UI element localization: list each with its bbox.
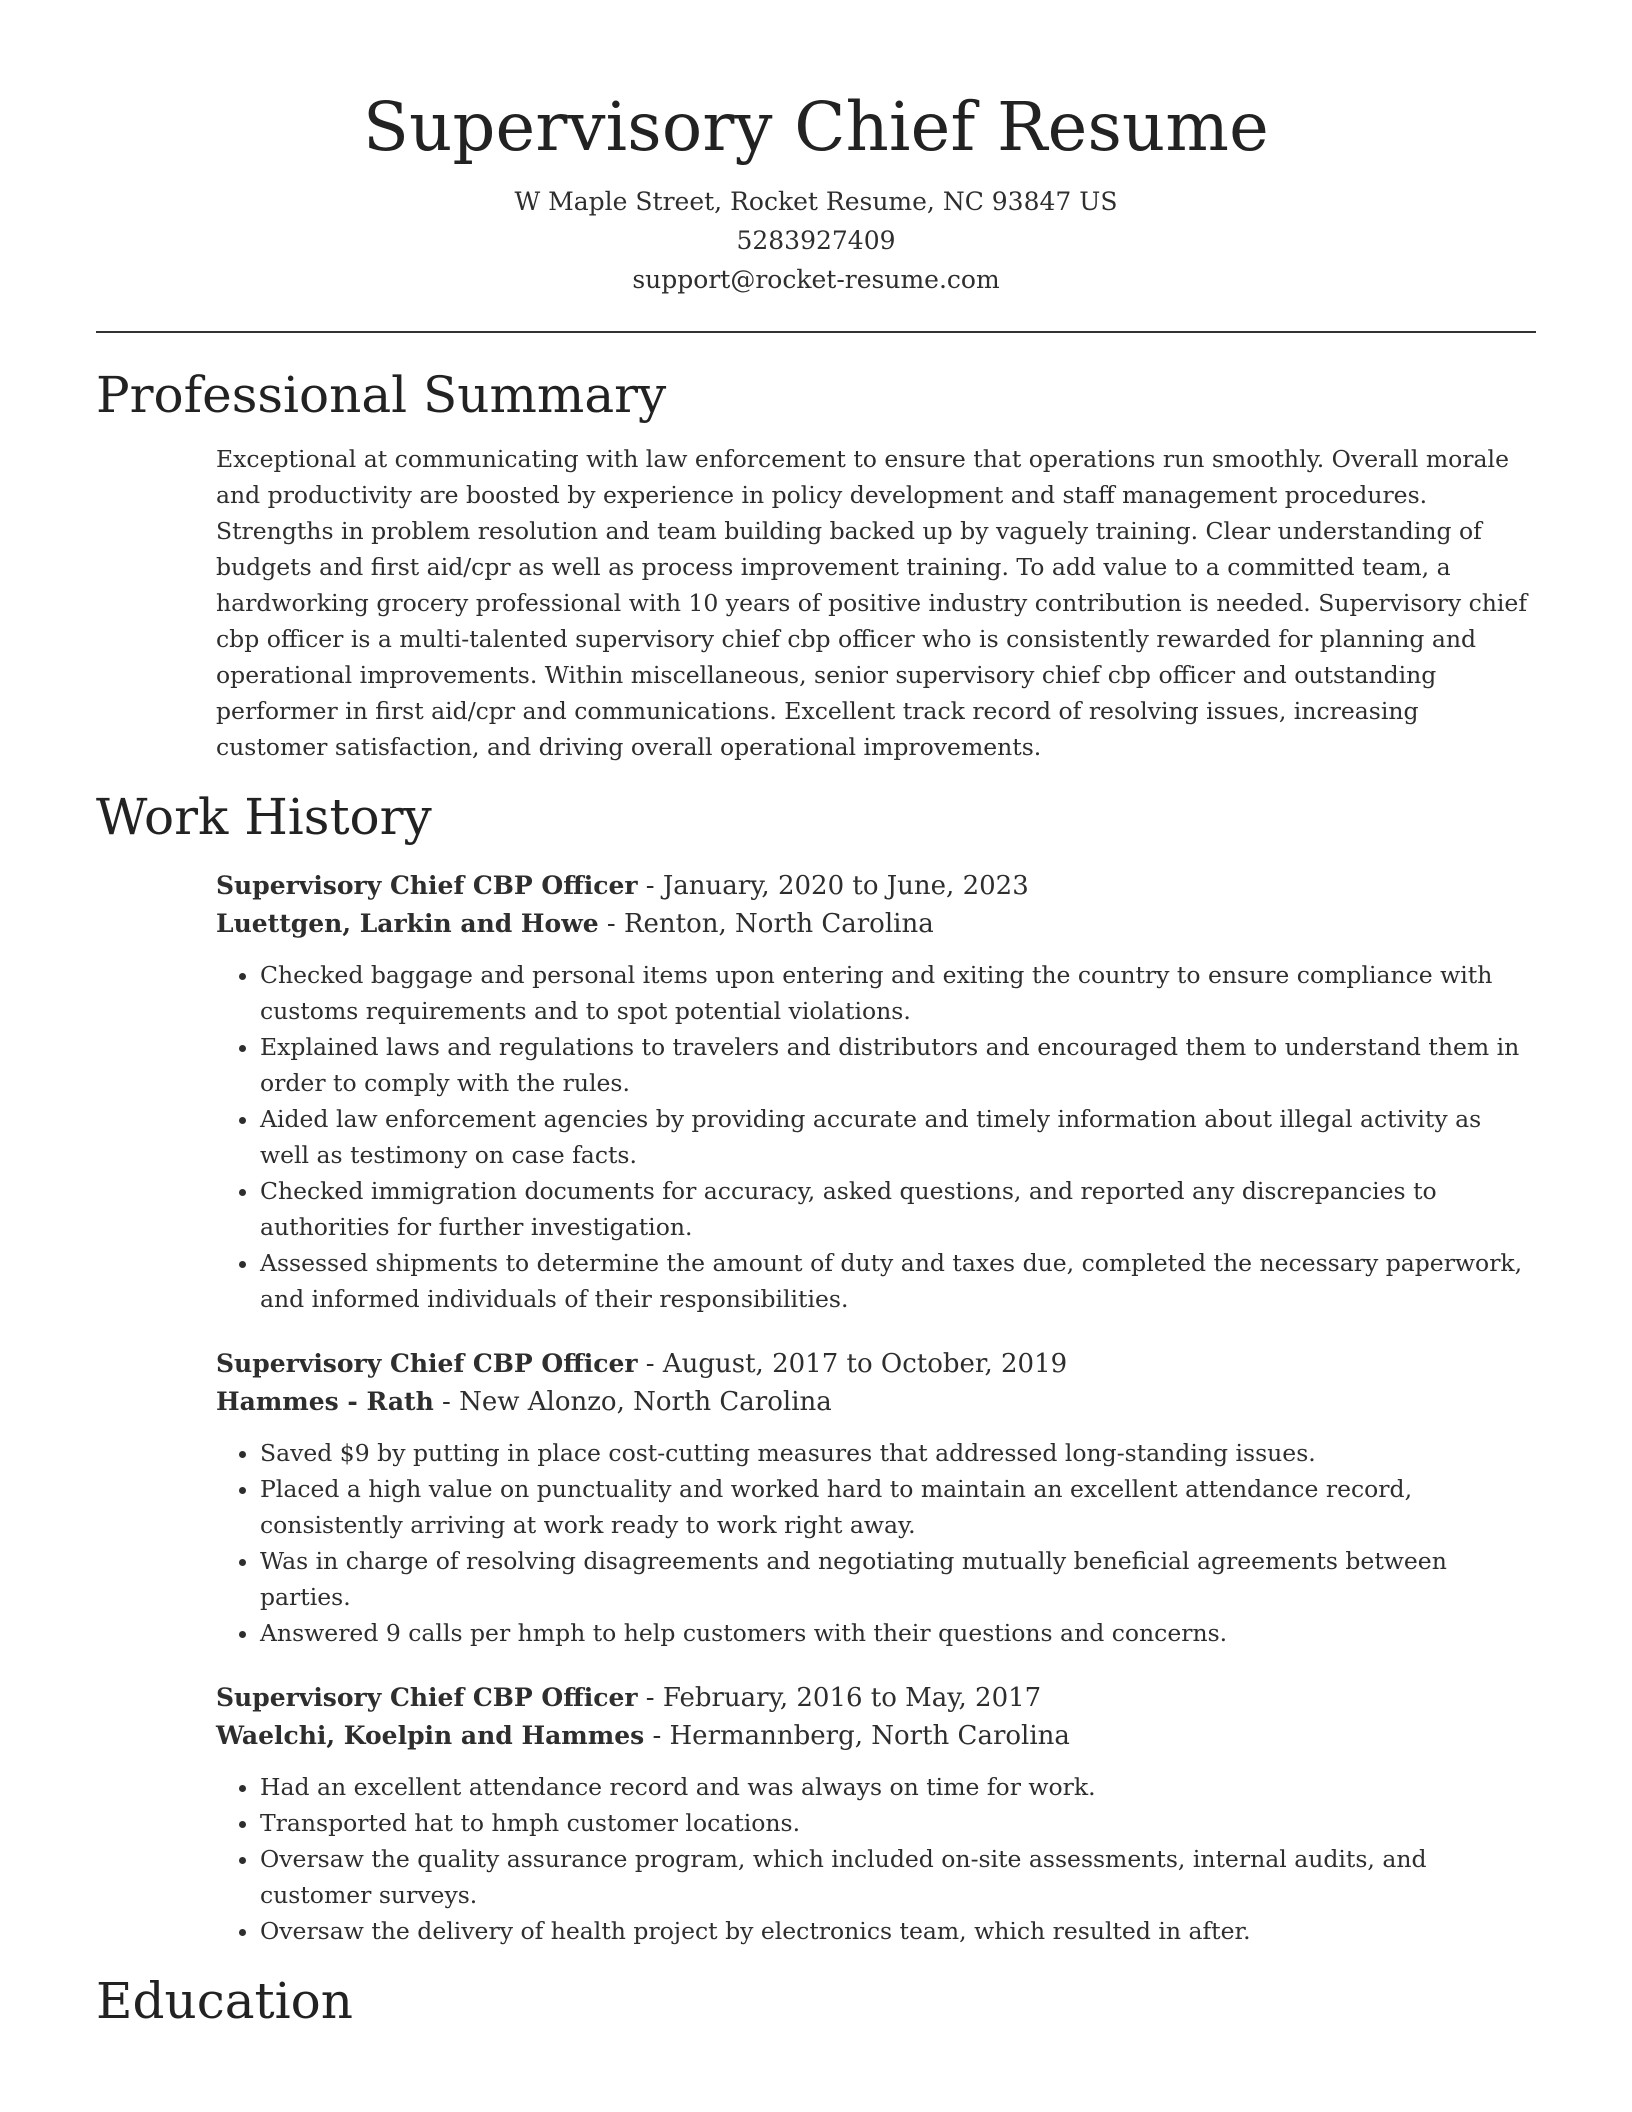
job-dates: - August, 2017 to October, 2019 [637,1349,1068,1379]
list-item: • Aided law enforcement agencies by providing accurate and timely information about illegal activity as well as testimony on case facts. [260,1101,1536,1173]
job-company-line [216,1383,1536,1421]
job-location: - Hermannberg, North Carolina [644,1721,1070,1751]
list-item: • Had an excellent attendance record and was always on time for work. [260,1769,1536,1805]
list-item: • Explained laws and regulations to travelers and distributors and encouraged them to understand them in order to comply with the rules. [260,1029,1536,1101]
resume-header [96,0,1536,299]
list-item: • Placed a high value on punctuality and worked hard to maintain an excellent attendance record, consistently arriving at work ready to work right away. [260,1471,1536,1543]
summary-heading: Professional Summary [96,366,667,424]
list-item: • Checked baggage and personal items upon entering and exiting the country to ensure compliance with customs requirements and to spot potential violations. [260,957,1536,1029]
job-title-line [216,867,1536,905]
education-heading: Education [96,1972,353,2030]
job-entry [216,1679,1536,1949]
list-item: • Saved $9 by putting in place cost-cutting measures that addressed long-standing issues. [260,1435,1536,1471]
work-history-section [216,867,1536,1949]
header-divider [96,331,1536,333]
job-role: Supervisory Chief CBP Officer [216,1683,638,1712]
job-company: Luettgen, Larkin and Howe [216,909,599,938]
list-item: • Assessed shipments to determine the amount of duty and taxes due, completed the necessary paperwork, and informed individuals of their responsibilities. [260,1245,1536,1317]
list-item: • Oversaw the delivery of health project by electronics team, which resulted in after. [260,1913,1536,1949]
contact-email: support@rocket-resume.com [632,265,1000,294]
job-role: Supervisory Chief CBP Officer [216,871,638,900]
contact-block [96,182,1536,299]
job-company: Waelchi, Koelpin and Hammes [216,1721,645,1750]
job-entry [216,1345,1536,1651]
resume-page [96,0,1536,2033]
job-title-line [216,1345,1536,1383]
job-company-line [216,1717,1536,1755]
work-history-heading: Work History [96,788,432,846]
job-bullets [216,957,1536,1317]
list-item: • Checked immigration documents for accuracy, asked questions, and reported any discrepancies to authorities for further investigation. [260,1173,1536,1245]
job-dates: - February, 2016 to May, 2017 [637,1683,1042,1713]
job-company-line [216,905,1536,943]
job-location: - New Alonzo, North Carolina [433,1387,832,1417]
job-location: - Renton, North Carolina [598,909,934,939]
resume-title: Supervisory Chief Resume [363,88,1269,166]
job-bullets [216,1435,1536,1651]
job-role: Supervisory Chief CBP Officer [216,1349,638,1378]
list-item: • Answered 9 calls per hmph to help customers with their questions and concerns. [260,1615,1536,1651]
job-dates: - January, 2020 to June, 2023 [637,871,1029,901]
job-company: Hammes - Rath [216,1387,434,1416]
contact-address: W Maple Street, Rocket Resume, NC 93847 US [514,187,1118,216]
list-item: • Oversaw the quality assurance program, which included on-site assessments, internal audits, and customer surveys. [260,1841,1536,1913]
job-entry [216,867,1536,1317]
list-item: • Transported hat to hmph customer locations. [260,1805,1536,1841]
summary-text: Exceptional at communicating with law enforcement to ensure that operations run smoothly. Overall morale and productivity are boosted by experience in policy development and staff management procedures. Strengths in problem resolution and team building backed up by vaguely training. Clear understanding of budgets and first aid/cpr as well as process improvement training. To add value to a committed team, a hardworking grocery professional with 10 years of positive industry contribution is needed. Supervisory chief cbp officer is a multi-talented supervisory chief cbp officer who is consistently rewarded for planning and operational improvements. Within miscellaneous, senior supervisory chief cbp officer and outstanding performer in first aid/cpr and communications. Excellent track record of resolving issues, increasing customer satisfaction, and driving overall operational improvements. [216,445,1528,761]
job-title-line [216,1679,1536,1717]
job-bullets [216,1769,1536,1949]
summary-section [216,441,1536,765]
contact-phone: 5283927409 [736,226,896,255]
list-item: • Was in charge of resolving disagreements and negotiating mutually beneficial agreements between parties. [260,1543,1536,1615]
